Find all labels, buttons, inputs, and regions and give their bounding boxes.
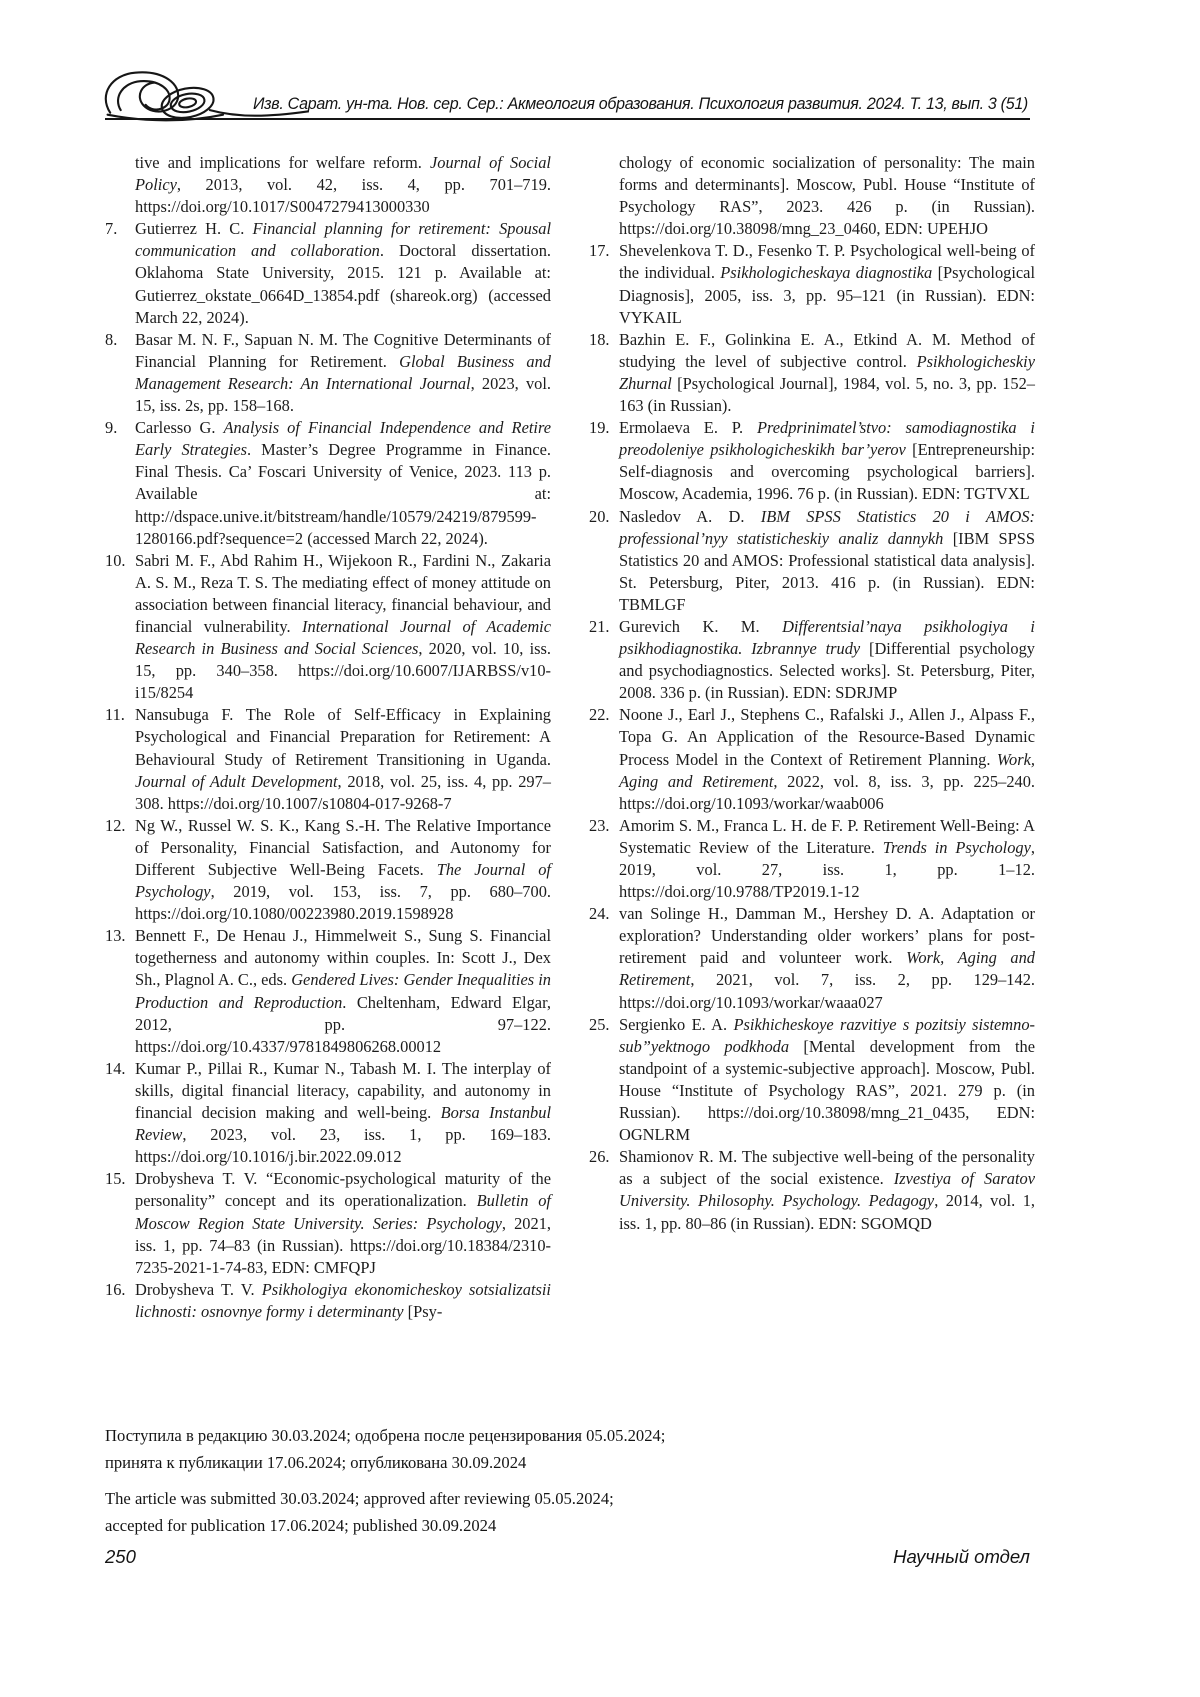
reference-segment: Psikhologicheskaya diagnostika [720, 263, 933, 283]
section-name: Научный отдел [893, 1546, 1030, 1567]
reference-segment: Drobysheva T. V. [135, 1279, 262, 1299]
reference-item [105, 704, 551, 814]
reference-item [589, 1014, 1035, 1147]
reference-segment: chology of economic socialization of personality: The main forms and determinants]. Moscow, Publ. House “Institute of Psychology RAS”, 2023. 426 p. (in Russian). https://doi.org/10.38098/mng_23_0460, EDN: UPEHJO [619, 153, 1035, 239]
reference-text [135, 1280, 551, 1321]
reference-item [589, 240, 1035, 328]
reference-segment: Izvestiya of Saratov University. Philosophy. Psychology. Pedagogy [619, 1169, 1035, 1211]
reference-item [105, 925, 551, 1058]
reference-segment: tive and implications for welfare reform. [135, 153, 431, 172]
reference-item [589, 704, 1035, 814]
reference-number: 8. [105, 329, 118, 349]
reference-segment: Journal of Social Policy [135, 153, 551, 195]
reference-text [619, 904, 1035, 1011]
reference-segment: Sergienko E. A. [619, 1014, 734, 1034]
submission-note-en [105, 1485, 1030, 1539]
reference-segment: Shevelenkova T. D., Fesenko T. P. Psychological well-being of the individual. [619, 241, 1035, 283]
reference-text [135, 418, 551, 547]
submission-notes [105, 1422, 1030, 1548]
reference-segment: Psikhologicheskiy Zhurnal [619, 351, 1035, 393]
reference-segment: [Psy- [403, 1301, 443, 1321]
reference-segment: [Psychological Diagnosis], 2005, iss. 3, pp. 95–121 (in Russian). EDN: VYKAIL [619, 263, 1035, 327]
reference-number: 23. [589, 815, 610, 835]
reference-text [135, 705, 551, 812]
reference-item [589, 506, 1035, 616]
reference-segment: Ermolaeva E. P. [619, 418, 757, 438]
reference-item [105, 1168, 551, 1278]
reference-item [589, 903, 1035, 1013]
reference-segment: Gutierrez H. C. [135, 219, 253, 239]
reference-segment: Kumar P., Pillai R., Kumar N., Tabash M. I. The interplay of skills, digital financial literacy, capability, and autonomy in financial decision making and well-being. [135, 1058, 551, 1123]
reference-text [619, 705, 1035, 812]
reference-text [619, 153, 1035, 238]
reference-number: 18. [589, 329, 610, 349]
references-column-left [105, 152, 551, 1323]
reference-number: 17. [589, 241, 610, 261]
reference-item [589, 815, 1035, 903]
reference-segment: , 2022, vol. 8, iss. 3, pp. 225–240. https://doi.org/10.1093/workar/waab006 [619, 771, 1035, 813]
reference-text [135, 153, 551, 216]
page-header [105, 70, 1030, 120]
note-line: Поступила в редакцию 30.03.2024; одобрена после рецензирования 05.05.2024; [105, 1426, 666, 1445]
reference-text [619, 617, 1035, 702]
page-footer [105, 1546, 1030, 1568]
reference-segment: . Master’s Degree Programme in Finance. Final Thesis. Ca’ Foscari University of Venice, 2023. 113 p. Available at: http://dspace.unive.it/bitstream/handle/10579/24219/879599-1280166.pdf?sequence=2 (accessed March 22, 2024). [135, 440, 551, 548]
reference-item [105, 815, 551, 925]
reference-number: 12. [105, 815, 126, 835]
reference-number: 22. [589, 705, 610, 725]
reference-segment: Gendered Lives: Gender Inequalities in Production and Reproduction [135, 970, 551, 1012]
reference-segment: Nasledov A. D. [619, 506, 761, 526]
reference-segment: , 2021, iss. 1, pp. 74–83 (in Russian). https://doi.org/10.18384/2310-7235-2021-1-74-83, EDN: CMFQPJ [135, 1213, 551, 1277]
reference-segment: Sabri M. F., Abd Rahim H., Wijekoon R., Fardini N., Zakaria A. S. M., Reza T. S. The mediating effect of money attitude on association between financial literacy, financial behaviour, and financial vulnerability. [135, 550, 551, 636]
reference-number: 11. [105, 705, 125, 725]
reference-text [619, 1015, 1035, 1144]
reference-segment: , 2023, vol. 15, iss. 2s, pp. 158–168. [135, 373, 552, 416]
reference-number: 10. [105, 550, 126, 570]
reference-number: 16. [105, 1279, 126, 1299]
reference-segment: International Journal of Academic Research in Business and Social Sciences [135, 616, 551, 659]
reference-segment: Bazhin E. F., Golinkina E. A., Etkind A. M. Method of studying the level of subjective control. [619, 329, 1035, 371]
reference-segment: , 2019, vol. 153, iss. 7, pp. 680–700. https://doi.org/10.1080/00223980.2019.1598928 [135, 882, 551, 924]
reference-text [135, 1169, 551, 1276]
reference-item [589, 616, 1035, 704]
reference-segment: Global Business and Management Research: An International Journal [135, 351, 551, 393]
submission-note-ru [105, 1422, 1030, 1476]
note-line: принята к публикации 17.06.2024; опубликована 30.09.2024 [105, 1453, 527, 1472]
reference-item [105, 1058, 551, 1168]
reference-number: 19. [589, 418, 610, 438]
reference-segment: [Differential psychology and psychodiagnostics. Selected works]. St. Petersburg, Piter, 2008. 336 p. (in Russian). EDN: SDRJMP [619, 639, 1035, 703]
references-column-right [589, 152, 1035, 1323]
reference-segment: Predprinimatel’stvo: samodiagnostika i preodoleniye psikhologicheskikh bar’yerov [619, 418, 1035, 460]
reference-number: 14. [105, 1058, 126, 1078]
reference-segment: Noone J., Earl J., Stephens C., Rafalski J., Allen J., Alpass F., Topa G. An Application of the Resource-Based Dynamic Process Model in the Context of Retirement Planning. [619, 705, 1035, 769]
reference-segment: Borsa Instanbul Review [135, 1103, 551, 1145]
reference-item [105, 417, 551, 550]
reference-segment: Financial planning for retirement: Spousal communication and collaboration [135, 219, 551, 261]
journal-title-line: Изв. Сарат. ун-та. Нов. сер. Сер.: Акмеология образования. Психология развития. 2024. Т. 13, вып. 3 (51) [253, 95, 1028, 113]
reference-text [135, 816, 551, 923]
reference-segment: , 2019, vol. 27, iss. 1, pp. 1–12. https://doi.org/10.9788/TP2019.1-12 [619, 837, 1035, 902]
reference-item [589, 329, 1035, 417]
reference-segment: Shamionov R. M. The subjective well-being of the personality as a subject of the social existence. [619, 1147, 1035, 1189]
reference-segment: Work, Aging and Retirement [619, 948, 1036, 990]
reference-number: 9. [105, 418, 118, 438]
reference-segment: , 2023, vol. 23, iss. 1, pp. 169–183. https://doi.org/10.1016/j.bir.2022.09.012 [135, 1125, 551, 1167]
reference-number: 25. [589, 1014, 610, 1034]
reference-text [619, 1147, 1035, 1232]
reference-segment: . Doctoral dissertation. Oklahoma State University, 2015. 121 p. Available at: Gutierrez_okstate_0664D_13854.pdf (shareok.org) (accessed March 22, 2024). [135, 241, 551, 327]
reference-text [619, 241, 1035, 326]
reference-segment: Psikhologiya ekonomicheskoy sotsializatsii lichnosti: osnovnye formy i determinanty [135, 1279, 551, 1321]
reference-text [619, 816, 1035, 901]
reference-segment: , 2020, vol. 10, iss. 15, pp. 340–358. https://doi.org/10.6007/IJARBSS/v10-i15/8254 [135, 639, 551, 703]
reference-segment: , 2013, vol. 42, iss. 4, pp. 701–719. https://doi.org/10.1017/S0047279413000330 [135, 175, 551, 217]
reference-segment: , 2018, vol. 25, iss. 4, pp. 297–308. https://doi.org/10.1007/s10804-017-9268-7 [135, 771, 551, 813]
reference-number: 26. [589, 1147, 610, 1167]
reference-item [105, 550, 551, 705]
reference-item [105, 152, 551, 218]
reference-segment: . Cheltenham, Edward Elgar, 2012, pp. 97–122. https://doi.org/10.4337/9781849806268.00012 [135, 992, 551, 1056]
reference-segment: van Solinge H., Damman M., Hershey D. A. Adaptation or exploration? Understanding older workers’ plans for post-retirement paid and volunteer work. [619, 904, 1035, 968]
reference-segment: [Entrepreneurship: Self-diagnosis and overcoming psychological barriers]. Moscow, Academia, 1996. 76 p. (in Russian). EDN: TGTVXL [619, 440, 1035, 504]
note-line: accepted for publication 17.06.2024; published 30.09.2024 [105, 1516, 497, 1535]
reference-segment: Gurevich K. M. [619, 616, 783, 636]
reference-text [135, 551, 551, 703]
reference-segment: Nansubuga F. The Role of Self-Efficacy in Explaining Psychological and Financial Preparation for Retirement: A Behavioural Study of Retirement Transitioning in Uganda. [135, 705, 551, 769]
reference-number: 13. [105, 926, 126, 946]
reference-segment: , 2021, vol. 7, iss. 2, pp. 129–142. https://doi.org/10.1093/workar/waaa027 [619, 970, 1035, 1012]
reference-segment: Amorim S. M., Franca L. H. de F. P. Retirement Well-Being: A Systematic Review of the Literature. [619, 815, 1035, 857]
reference-number: 15. [105, 1169, 126, 1189]
reference-segment: Ng W., Russel W. S. K., Kang S.-H. The Relative Importance of Personality, Financial Satisfaction, and Autonomy for Different Subjective Well-Being Facets. [135, 815, 551, 879]
reference-segment: , 2014, vol. 1, iss. 1, pp. 80–86 (in Russian). EDN: SGOMQD [619, 1191, 1035, 1233]
reference-text [135, 1059, 551, 1166]
reference-item [589, 417, 1035, 505]
reference-segment: Journal of Adult Development [135, 771, 338, 791]
reference-text [619, 330, 1035, 415]
reference-item [589, 152, 1035, 240]
reference-text [619, 418, 1035, 503]
reference-item [589, 1146, 1035, 1234]
reference-text [619, 507, 1035, 614]
reference-segment: Drobysheva T. V. “Economic-psychological maturity of the personality” concept and its operationalization. [135, 1169, 551, 1211]
reference-segment: [Mental development from the standpoint of a systemic-subjective approach]. Moscow, Publ. House “Institute of Psychology RAS”, 2021. 279 p. (in Russian). https://doi.org/10.38098/mng_21_0435, EDN: OGNLRM [619, 1036, 1035, 1145]
reference-segment: [IBM SPSS Statistics 20 and AMOS: Professional statistical data analysis]. St. Petersburg, Piter, 2013. 416 p. (in Russian). EDN: TBMLGF [619, 528, 1035, 614]
reference-text [135, 926, 551, 1055]
reference-number: 7. [105, 219, 118, 239]
reference-number: 24. [589, 904, 610, 924]
reference-segment: Work, Aging and Retirement [619, 749, 1035, 791]
reference-item [105, 1279, 551, 1323]
reference-item [105, 218, 551, 328]
reference-number: 21. [589, 616, 610, 636]
reference-segment: IBM SPSS Statistics 20 i AMOS: professional’nyy statisticheskiy analiz dannykh [619, 506, 1035, 548]
page-number: 250 [105, 1546, 136, 1567]
reference-segment: Bennett F., De Henau J., Himmelweit S., Sung S. Financial togetherness and autonomy within couples. In: Scott J., Dex Sh., Plagnol A. C., eds. [135, 926, 551, 990]
reference-item [105, 329, 551, 417]
reference-segment: Carlesso G. [135, 418, 224, 438]
reference-segment: Psikhicheskoye razvitiye s pozitsiy sistemno-sub”yektnogo podkhoda [619, 1014, 1035, 1056]
reference-text [135, 330, 551, 415]
note-line: The article was submitted 30.03.2024; approved after reviewing 05.05.2024; [105, 1489, 614, 1508]
reference-segment: Basar M. N. F., Sapuan N. M. The Cognitive Determinants of Financial Planning for Retirement. [135, 329, 551, 371]
reference-segment: Differentsial’naya psikhologiya i psikhodiagnostika. Izbrannye trudy [619, 616, 1035, 659]
reference-number: 20. [589, 506, 610, 526]
reference-segment: Bulletin of Moscow Region State University. Series: Psychology [135, 1191, 551, 1233]
reference-segment: Analysis of Financial Independence and Retire Early Strategies [135, 418, 551, 460]
references-columns [105, 152, 1035, 1323]
reference-segment: The Journal of Psychology [135, 860, 551, 902]
reference-segment: Trends in Psychology [882, 837, 1031, 857]
reference-segment: [Psychological Journal], 1984, vol. 5, no. 3, pp. 152–163 (in Russian). [619, 373, 1035, 416]
reference-text [135, 219, 551, 326]
